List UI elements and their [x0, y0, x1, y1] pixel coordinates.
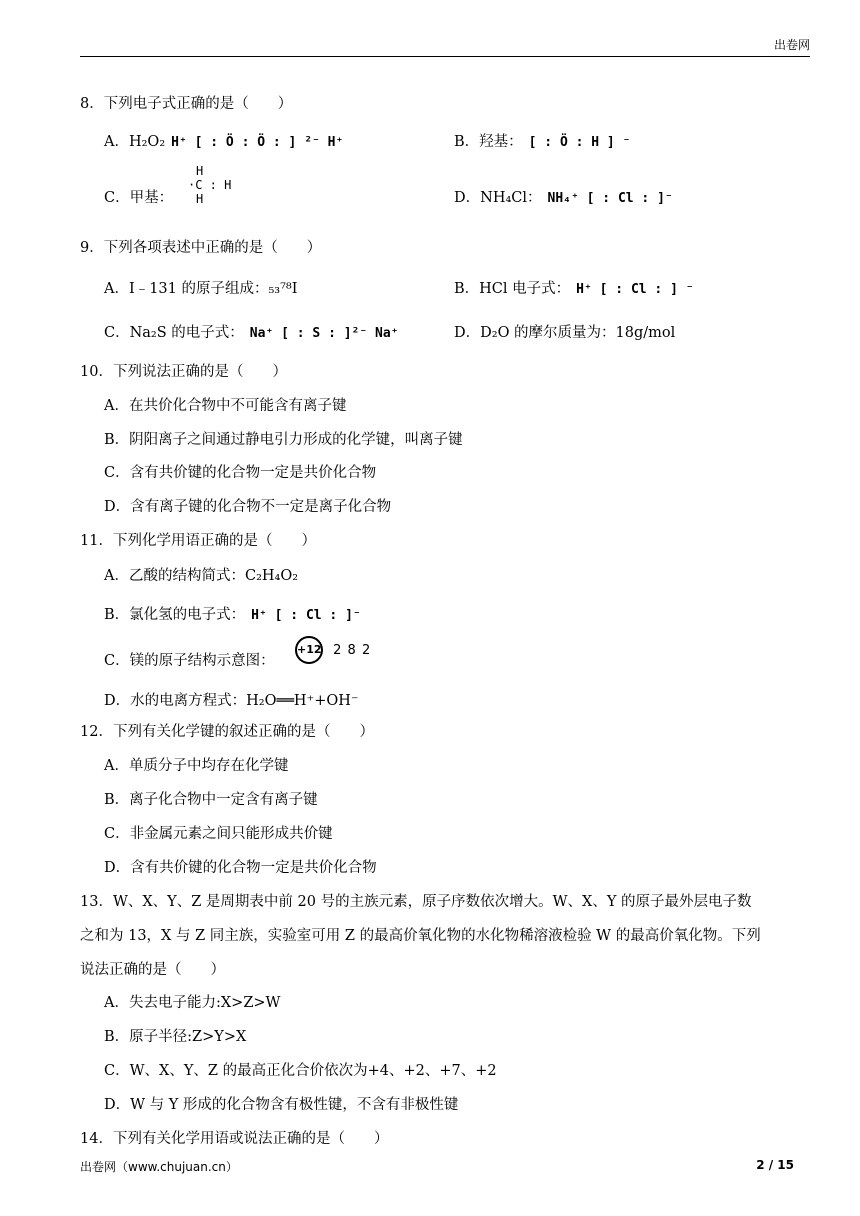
- question-9-stem: 9．下列各项表述中正确的是（ ）: [80, 240, 322, 256]
- electron-shells: 2 8 2: [333, 642, 372, 658]
- question-10-option-b: B．阴阳离子之间通过静电引力形成的化学键，叫离子键: [104, 432, 463, 448]
- electron-formula-nh4cl: NH₄⁺ [ : Cl : ]⁻: [547, 190, 673, 206]
- question-8-option-c: [104, 186, 173, 207]
- question-8-option-b: [454, 130, 630, 151]
- question-11-option-a: A．乙酸的结构简式：C₂H₄O₂: [104, 568, 299, 584]
- methyl-bottom-h: H: [196, 192, 204, 206]
- electron-formula-h2o2: H⁺ [ : Ö : Ö : ] ²⁻ H⁺: [171, 134, 344, 150]
- question-11-stem: 11．下列化学用语正确的是（ ）: [80, 533, 316, 549]
- question-10-option-a: A．在共价化合物中不可能含有离子键: [104, 398, 347, 414]
- page-number: 2 / 15: [756, 1158, 794, 1172]
- page-header: [80, 36, 810, 57]
- option-d-label: D．NH₄Cl：: [454, 190, 542, 206]
- question-8-option-a: [104, 130, 343, 151]
- question-12-stem: 12．下列有关化学键的叙述正确的是（ ）: [80, 724, 374, 740]
- question-13-stem-line-1: 13．W、X、Y、Z 是周期表中前 20 号的主族元素，原子序数依次增大。W、X、Y 的原子最外层电子数: [80, 894, 752, 910]
- electron-formula-na2s: Na⁺ [ : S : ]²⁻ Na⁺: [249, 325, 399, 341]
- question-9-option-b: [454, 277, 694, 298]
- question-10-option-d: D．含有离子键的化合物不一定是离子化合物: [104, 499, 392, 515]
- question-9-option-c: [104, 321, 399, 342]
- option-c-label: C．Na₂S 的电子式：: [104, 325, 244, 341]
- electron-formula-hcl: H⁺ [ : Cl : ]⁻: [251, 607, 361, 623]
- question-13-stem-line-2: 之和为 13，X 与 Z 同主族，实验室可用 Z 的最高价氧化物的水化物稀溶液检验 W 的最高价氧化物。下列: [80, 928, 761, 944]
- option-b-label: B．HCl 电子式：: [454, 281, 571, 297]
- magnesium-atom-structure-diagram: [295, 636, 371, 664]
- question-10-stem: 10．下列说法正确的是（ ）: [80, 364, 287, 380]
- option-c-label: C．甲基：: [104, 190, 174, 206]
- question-10-option-c: C．含有共价键的化合物一定是共价化合物: [104, 465, 377, 481]
- question-12-option-b: B．离子化合物中一定含有离子键: [104, 792, 318, 808]
- question-11-option-d: D．水的电离方程式：H₂O══H⁺+OH⁻: [104, 693, 359, 709]
- question-13-option-d: D．W 与 Y 形成的化合物含有极性键，不含有非极性键: [104, 1097, 459, 1113]
- question-13-option-a: A．失去电子能力:X>Z>W: [104, 995, 281, 1011]
- footer-site-url: 出卷网（www.chujuan.cn）: [80, 1160, 238, 1174]
- question-12-option-c: C．非金属元素之间只能形成共价键: [104, 826, 333, 842]
- question-13-option-c: C．W、X、Y、Z 的最高正化合价依次为+4、+2、+7、+2: [104, 1063, 497, 1079]
- question-8-stem: 8．下列电子式正确的是（ ）: [80, 96, 293, 112]
- methyl-top-h: H: [196, 164, 204, 178]
- question-12-option-a: A．单质分子中均存在化学键: [104, 758, 289, 774]
- question-11-option-c: C．镁的原子结构示意图：: [104, 653, 275, 669]
- electron-formula-hydroxyl: [ : Ö : H ] ⁻: [528, 134, 631, 150]
- question-12-option-d: D．含有共价键的化合物一定是共价化合物: [104, 860, 377, 876]
- electron-formula-methyl: [188, 164, 231, 206]
- question-13-stem-line-3: 说法正确的是（ ）: [80, 962, 225, 978]
- option-b-label: B．羟基：: [454, 134, 523, 150]
- option-b-label: B．氯化氢的电子式：: [104, 607, 246, 623]
- header-site-name: 出卷网: [773, 38, 810, 52]
- question-13-option-b: B．原子半径:Z>Y>X: [104, 1029, 247, 1045]
- question-11-option-b: [104, 603, 361, 624]
- question-9-option-a: A．I﹣131 的原子组成：₅₃⁷⁸I: [104, 281, 298, 297]
- option-a-label: A．H₂O₂: [104, 134, 166, 150]
- question-9-option-d: D．D₂O 的摩尔质量为：18g/mol: [454, 325, 676, 341]
- question-8-option-d: [454, 186, 673, 207]
- methyl-middle: ·C : H: [188, 178, 232, 192]
- nucleus-circle: +12: [295, 636, 323, 664]
- question-14-stem: 14．下列有关化学用语或说法正确的是（ ）: [80, 1131, 389, 1147]
- electron-formula-hcl: H⁺ [ : Cl : ] ⁻: [576, 281, 694, 297]
